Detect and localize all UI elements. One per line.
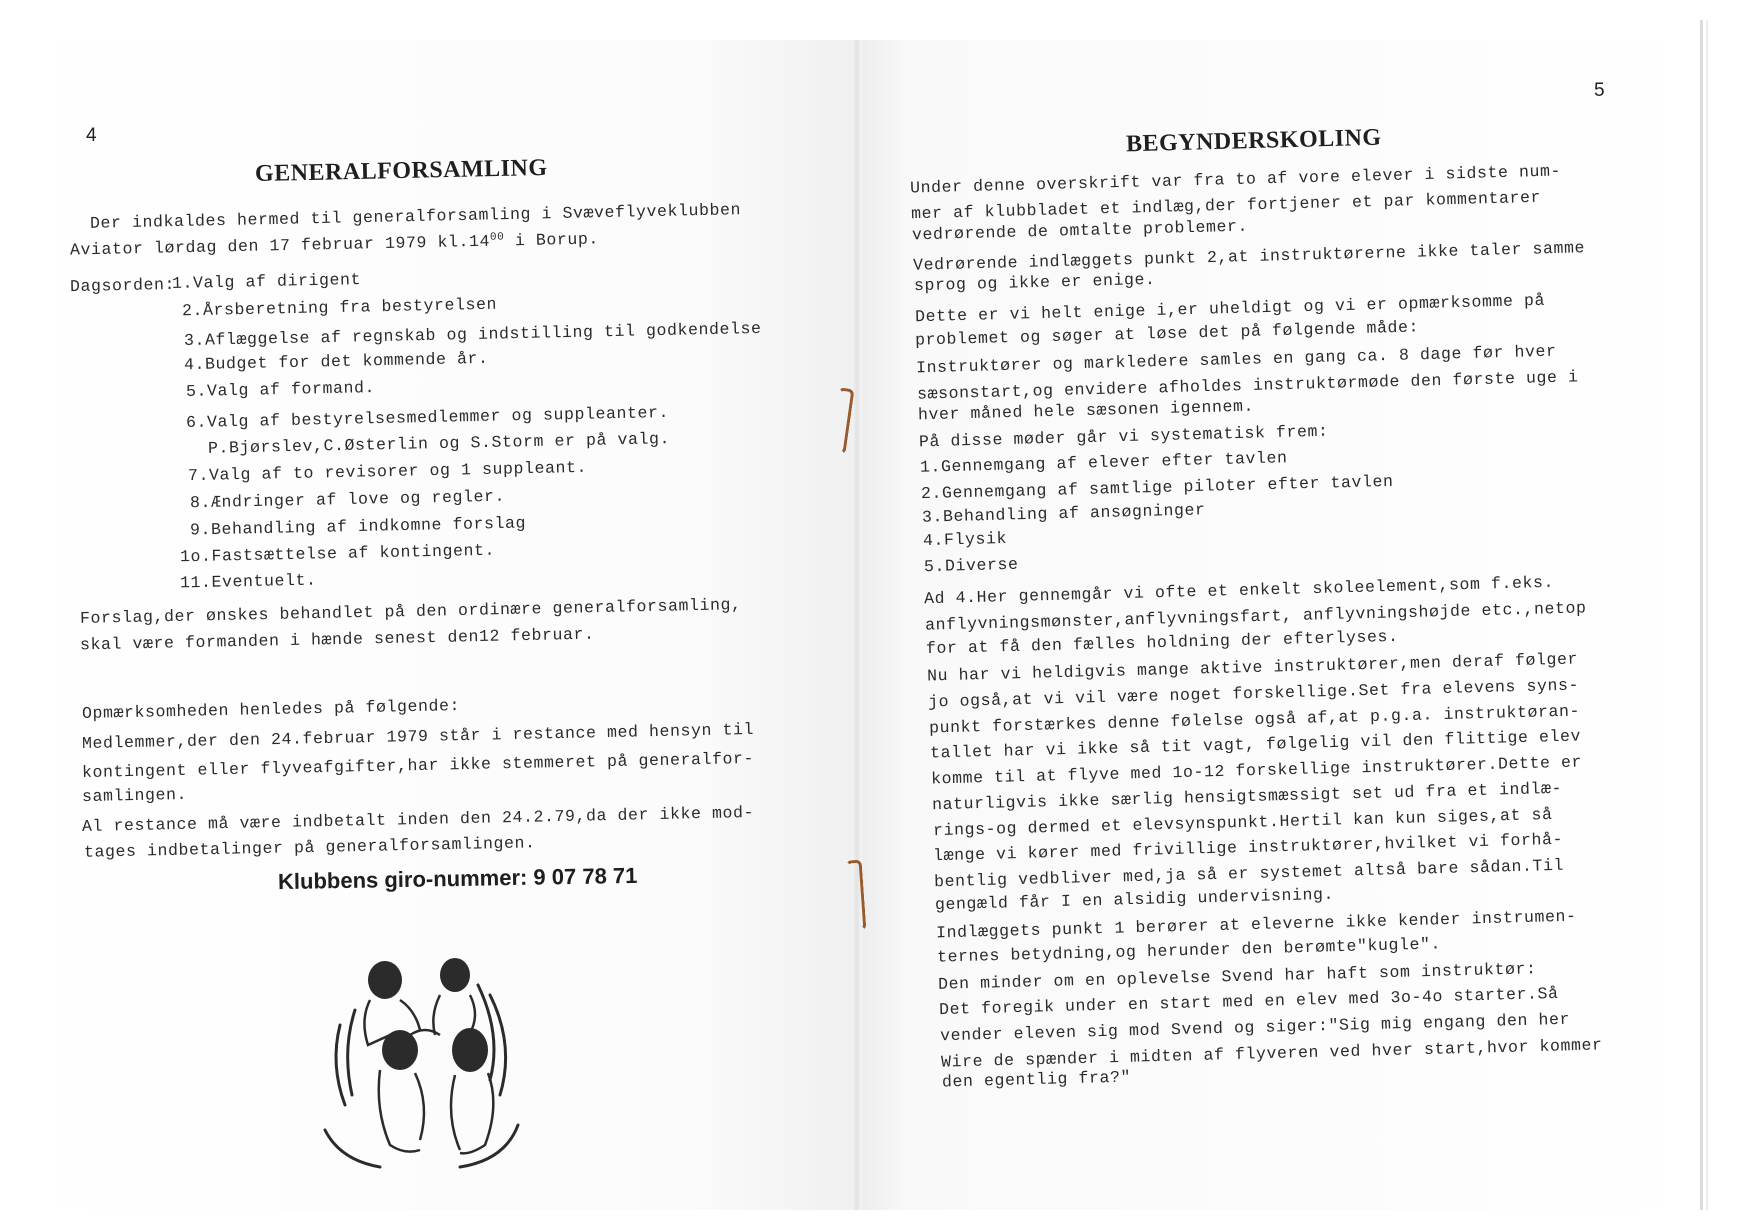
body-line: vender eleven sig mod Svend og siger:"Sig mig engang den her <box>939 1009 1570 1046</box>
body-line: På disse møder går vi systematisk frem: <box>918 421 1329 452</box>
body-line: 4.Flysik <box>922 528 1007 550</box>
body-line: tallet har vi ikke så tit vagt, følgelig vil den flittige elev <box>929 726 1582 763</box>
notice-line: samlingen. <box>81 784 188 807</box>
page-edge-inner <box>1706 20 1708 1210</box>
intro-superscript: 00 <box>489 231 505 244</box>
body-line: Ad 4.Her gennemgår vi ofte et enkelt skoleelement,som f.eks. <box>924 572 1555 609</box>
body-line: problemet og søger at løse det på følgende måde: <box>915 317 1420 350</box>
agenda-item: 7.Valg af to revisorer og 1 suppleant. <box>187 457 588 486</box>
body-line: Under denne overskrift var fra to af vore elever i sidste num- <box>909 161 1562 198</box>
body-line: rings-og dermed et elevsynspunkt.Hertil kan kun siges,at så <box>932 804 1553 840</box>
intro-line-1: Der indkaldes hermed til generalforsamling i Svæveflyveklubben <box>89 200 742 233</box>
body-line: anflyvningsmønster,anflyvningsfart, anflyvningshøjde etc.,netop <box>925 598 1588 635</box>
agenda-item: 8.Ændringer af love og regler. <box>189 486 506 513</box>
body-line: jo også,at vi vil være noget forskellige.Set fra elevens syns- <box>927 675 1580 712</box>
giro-number: Klubbens giro-nummer: 9 07 78 71 <box>277 862 638 895</box>
body-line: komme til at flyve med 1o-12 forskellige instruktører.Dette er <box>930 752 1582 789</box>
agenda-item: 1.Valg af dirigent <box>171 270 362 293</box>
agenda-item: 4.Budget for det kommende år. <box>183 348 489 375</box>
body-line: mer af klubbladet et indlæg,der fortjener et par kommentarer <box>910 187 1542 223</box>
body-line: Dette er vi helt enige i,er uheldigt og vi er opmærksomme på <box>914 290 1545 326</box>
body-line: for at få den fælles holdning der efterlyses. <box>926 626 1399 658</box>
body-line: naturligvis ikke særlig hensigtsmæssigt set ud fra et indlæ- <box>931 778 1562 815</box>
left-page-number: 4 <box>86 125 97 146</box>
proposal-line: Forslag,der ønskes behandlet på den ordinære generalforsamling, <box>79 595 742 628</box>
agenda-item: 1o.Fastsættelse af kontingent. <box>179 540 496 567</box>
body-line: sæsonstart,og envidere afholdes instruktørmøde den første uge i <box>917 366 1579 404</box>
body-line: Instruktører og markledere samles en gang ca. 8 dage før hver <box>916 341 1558 378</box>
agenda-item: 6.Valg af bestyrelsesmedlemmer og suppleanter. <box>185 402 670 433</box>
agenda-item: 2.Årsberetning fra bestyrelsen <box>181 294 498 321</box>
body-line: Nu har vi heldigvis mange aktive instruktører,men deraf følger <box>926 649 1579 686</box>
body-line: hver måned hele sæsonen igennem. <box>917 396 1255 425</box>
body-line: Indlæggets punkt 1 berører at eleverne ikke kender instrumen- <box>935 906 1577 943</box>
body-line: Det foregik under en start med en elev med 3o-4o starter.Så <box>938 984 1559 1020</box>
agenda-item: 5.Valg af formand. <box>185 378 376 401</box>
agenda-item: 9.Behandling af indkomne forslag <box>189 513 527 540</box>
notice-line: Al restance må være indbetalt inden den 24.2.79,da der ikke mod- <box>81 802 755 837</box>
notice-line: Opmærksomheden henledes på følgende: <box>81 696 461 723</box>
intro-line-2-text: Aviator lørdag den 17 februar 1979 kl.14 <box>69 231 491 260</box>
right-page-number: 5 <box>1594 80 1605 101</box>
body-line: 1.Gennemgang af elever efter tavlen <box>919 447 1288 477</box>
page-edge <box>1700 20 1703 1210</box>
proposal-line: skal være formanden i hænde senest den12 februar. <box>79 624 595 655</box>
notice-line: kontingent eller flyveafgifter,har ikke stemmeret på generalfor- <box>81 748 755 783</box>
body-line: Wire de spænder i midten af flyveren ved hver start,hvor kommer <box>940 1035 1603 1072</box>
body-line: 5.Diverse <box>923 554 1019 576</box>
left-heading: GENERALFORSAMLING <box>254 154 548 188</box>
body-line: Vedrørende indlæggets punkt 2,at instruktørerne ikke taler samme <box>912 238 1585 275</box>
body-line: bentlig vedbliver med,ja så er systemet altså bare sådan.Til <box>934 855 1565 892</box>
body-line: længe vi kører med frivillige instruktører,hvilket vi forhå- <box>933 829 1564 866</box>
body-line: 3.Behandling af ansøgninger <box>921 500 1206 527</box>
notice-line: Medlemmer,der den 24.februar 1979 står i restance med hensyn til <box>81 719 755 754</box>
agenda-item: P.Bjørslev,C.Østerlin og S.Storm er på valg. <box>207 429 671 458</box>
body-line: vedrørende de omtalte problemer. <box>911 216 1249 245</box>
agenda-item: 11.Eventuelt. <box>179 570 317 593</box>
body-line: sprog og ikke er enige. <box>913 269 1156 295</box>
body-line: 2.Gennemgang af samtlige piloter efter tavlen <box>920 472 1394 504</box>
body-line: Den minder om en oplevelse Svend har haft som instruktør: <box>937 958 1537 994</box>
body-line: punkt forstærkes denne følelse også af,at p.g.a. instruktøran- <box>928 701 1581 738</box>
body-line: ternes betydning,og herunder den berømte"kugle". <box>936 934 1442 967</box>
body-line: gengæld får I en alsidig undervisning. <box>934 884 1335 914</box>
notice-line: tages indbetalinger på generalforsamlingen. <box>83 833 536 862</box>
right-heading: BEGYNDERSKOLING <box>1125 124 1382 158</box>
agenda-label: Dagsorden: <box>69 274 176 297</box>
people-illustration <box>320 955 520 1170</box>
page-fold <box>852 40 862 1210</box>
agenda-item: 3.Aflæggelse af regnskab og indstilling til godkendelse <box>183 318 762 351</box>
intro-line-2-tail: i Borup. <box>504 229 600 251</box>
body-line: den egentlig fra?" <box>941 1067 1131 1091</box>
